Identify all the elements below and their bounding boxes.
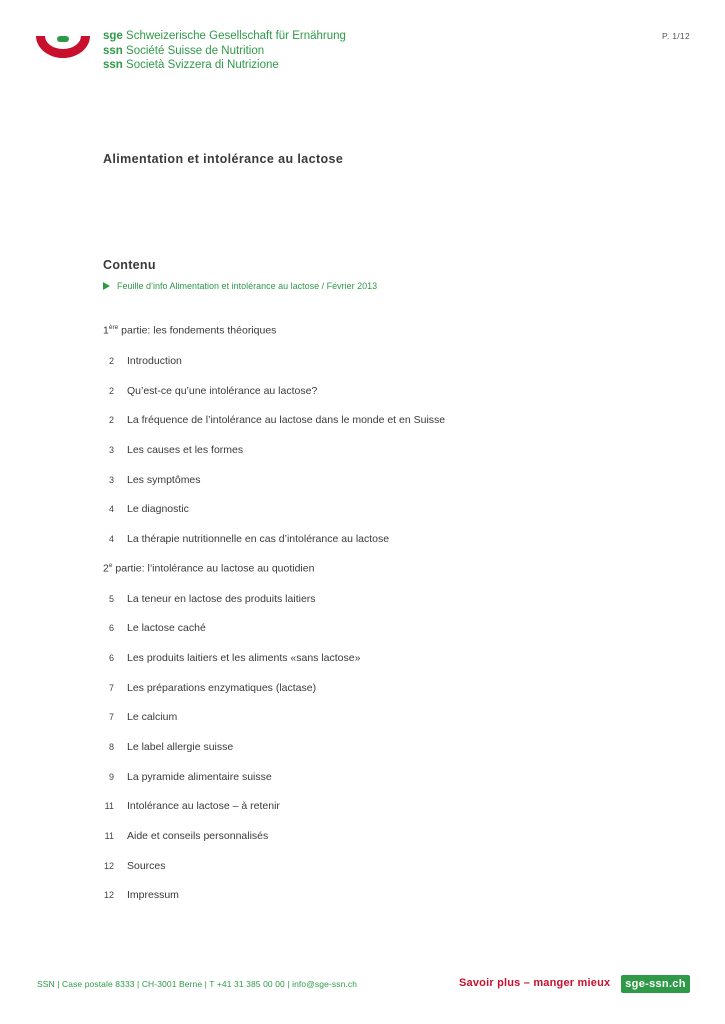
toc-label: Les produits laitiers et les aliments «sans lactose» xyxy=(127,652,361,664)
toc-page-number: 2 xyxy=(108,356,114,366)
toc-label: Introduction xyxy=(127,355,182,367)
info-sheet-link[interactable] xyxy=(103,281,377,291)
toc-label: La pyramide alimentaire suisse xyxy=(127,771,272,783)
part-ordinal: ère xyxy=(108,324,119,331)
toc-page-number: 7 xyxy=(108,712,114,722)
org-name: Società Svizzera di Nutrizione xyxy=(126,59,279,71)
toc-item[interactable] xyxy=(100,740,233,754)
toc-page-number: 7 xyxy=(108,683,114,693)
toc-item[interactable] xyxy=(100,829,268,843)
toc-page-number: 4 xyxy=(108,534,114,544)
toc-item[interactable] xyxy=(100,592,316,606)
org-abbr: ssn xyxy=(103,59,123,71)
toc-label: La thérapie nutritionnelle en cas d’intolérance au lactose xyxy=(127,533,390,545)
toc-page-number: 2 xyxy=(108,386,114,396)
toc-label: Le calcium xyxy=(127,711,178,723)
toc-label: Qu’est-ce qu’une intolérance au lactose? xyxy=(127,385,318,397)
logo-green-dot xyxy=(57,36,69,42)
play-arrow-icon xyxy=(103,282,110,290)
toc-item[interactable] xyxy=(100,473,201,487)
toc-label: Le label allergie suisse xyxy=(127,741,234,753)
org-name: Société Suisse de Nutrition xyxy=(126,44,265,57)
toc-item[interactable] xyxy=(100,859,166,873)
part-title: partie: l’intolérance au lactose au quotidien xyxy=(112,562,315,575)
toc-label: Intolérance au lactose – à retenir xyxy=(127,800,280,812)
toc-item[interactable] xyxy=(100,651,360,665)
toc-label: La teneur en lactose des produits laitiers xyxy=(127,593,316,605)
toc-page-number: 8 xyxy=(108,742,114,752)
toc-page-number: 12 xyxy=(103,890,114,900)
part-2-heading xyxy=(103,562,314,575)
part-number: 1 xyxy=(103,324,109,337)
org-name: Schweizerische Gesellschaft für Ernährung xyxy=(126,30,346,42)
toc-item[interactable] xyxy=(100,413,445,427)
part-number: 2 xyxy=(103,562,109,575)
toc-label: Impressum xyxy=(127,889,179,901)
toc-label: Aide et conseils personnalisés xyxy=(127,830,269,842)
part-ordinal: e xyxy=(108,562,113,569)
toc-page-number: 6 xyxy=(108,653,114,663)
part-1-heading xyxy=(103,324,276,337)
website-badge[interactable]: sge-ssn.ch xyxy=(621,975,690,993)
footer-slogan: Savoir plus – manger mieux xyxy=(459,977,611,989)
toc-label: La fréquence de l’intolérance au lactose dans le monde et en Suisse xyxy=(127,414,446,426)
toc-item[interactable] xyxy=(100,799,280,813)
part-title: partie: les fondements théoriques xyxy=(118,324,277,337)
toc-item[interactable] xyxy=(100,502,189,516)
toc-item[interactable] xyxy=(100,710,177,724)
org-abbr: sge xyxy=(103,30,123,42)
toc-label: Le lactose caché xyxy=(127,622,206,634)
info-sheet-link-label: Feuille d’info Alimentation et intolérance au lactose / Février 2013 xyxy=(117,281,378,291)
page-indicator: P. 1/12 xyxy=(662,31,690,41)
toc-page-number: 11 xyxy=(104,831,114,841)
toc-label: Les symptômes xyxy=(127,474,201,486)
toc-label: Les préparations enzymatiques (lactase) xyxy=(127,682,317,694)
org-line-it xyxy=(103,58,346,73)
org-abbr: ssn xyxy=(103,44,123,57)
toc-page-number: 4 xyxy=(108,504,114,514)
toc-item[interactable] xyxy=(100,443,243,457)
toc-item[interactable] xyxy=(100,888,179,902)
document-title: Alimentation et intolérance au lactose xyxy=(103,152,344,166)
toc-label: Le diagnostic xyxy=(127,503,189,515)
toc-label: Sources xyxy=(127,860,166,872)
toc-item[interactable] xyxy=(100,621,206,635)
toc-page-number: 3 xyxy=(108,475,114,485)
toc-page-number: 2 xyxy=(108,415,114,425)
org-line-fr xyxy=(103,44,346,59)
toc-page-number: 11 xyxy=(104,801,114,811)
org-line-de xyxy=(103,29,346,44)
toc-page-number: 6 xyxy=(108,623,114,633)
toc-item[interactable] xyxy=(100,354,182,368)
toc-item[interactable] xyxy=(100,532,389,546)
footer-address: SSN | Case postale 8333 | CH-3001 Berne | T +41 31 385 00 00 | info@sge-ssn.ch xyxy=(37,979,358,989)
organization-names xyxy=(103,29,346,73)
toc-page-number: 3 xyxy=(108,445,114,455)
toc-label: Les causes et les formes xyxy=(127,444,244,456)
toc-page-number: 12 xyxy=(103,861,114,871)
toc-page-number: 9 xyxy=(108,772,114,782)
toc-item[interactable] xyxy=(100,384,317,398)
toc-item[interactable] xyxy=(100,770,272,784)
contents-heading: Contenu xyxy=(103,258,156,272)
toc-page-number: 5 xyxy=(108,594,114,604)
sge-logo xyxy=(34,34,92,60)
toc-item[interactable] xyxy=(100,681,316,695)
